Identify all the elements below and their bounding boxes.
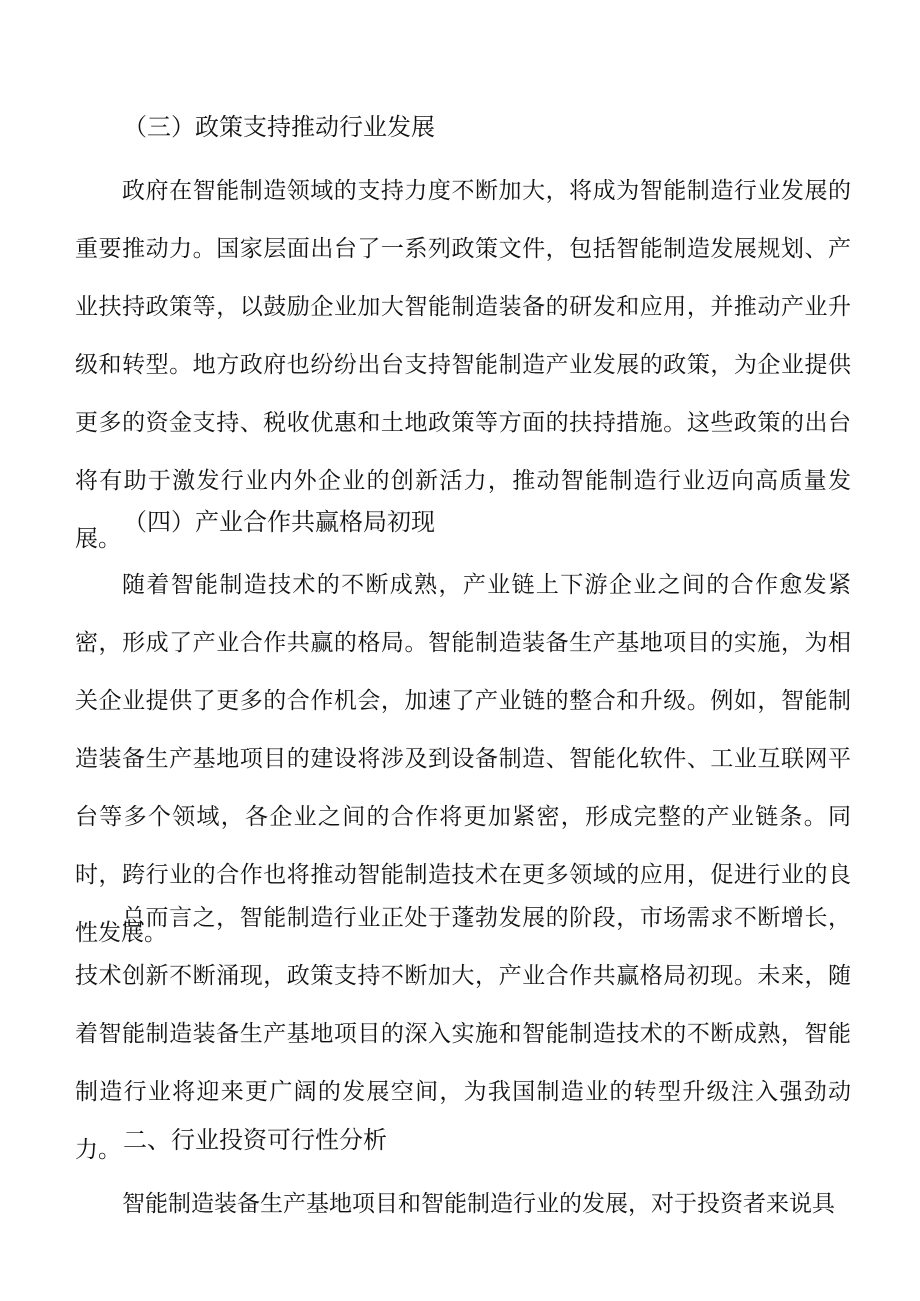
section-heading-industry-cooperation: （四）产业合作共赢格局初现 [123,508,435,536]
section-heading-investment-feasibility: 二、行业投资可行性分析 [123,1126,387,1154]
paragraph-policy-support: 政府在智能制造领域的支持力度不断加大，将成为智能制造行业发展的重要推动力。国家层面出台了一系列政策文件，包括智能制造发展规划、产业扶持政策等，以鼓励企业加大智能制造装备的研发和应用，并推动产业升级和转型。地方政府也纷纷出台支持智能制造产业发展的政策，为企业提供更多的资金支持、税收优惠和土地政策等方面的扶持措施。这些政策的出台将有助于激发行业内外企业的创新活力，推动智能制造行业迈向高质量发展。 [75,178,851,552]
section-heading-policy-support: （三）政策支持推动行业发展 [123,113,435,141]
paragraph-industry-cooperation: 随着智能制造技术的不断成熟，产业链上下游企业之间的合作愈发紧密，形成了产业合作共赢的格局。智能制造装备生产基地项目的实施，为相关企业提供了更多的合作机会，加速了产业链的整合和升级。例如，智能制造装备生产基地项目的建设将涉及到设备制造、智能化软件、工业互联网平台等多个领域，各企业之间的合作将更加紧密，形成完整的产业链条。同时，跨行业的合作也将推动智能制造技术在更多领域的应用，促进行业的良性发展。 [75,572,851,946]
paragraph-investment-intro: 智能制造装备生产基地项目和智能制造行业的发展，对于投资者来说具 [122,1191,835,1217]
paragraph-summary: 总而言之，智能制造行业正处于蓬勃发展的阶段，市场需求不断增长，技术创新不断涌现，政策支持不断加大，产业合作共赢格局初现。未来，随着智能制造装备生产基地项目的深入实施和智能制造技术的不断成熟，智能制造行业将迎来更广阔的发展空间，为我国制造业的转型升级注入强劲动力。 [75,905,851,1163]
